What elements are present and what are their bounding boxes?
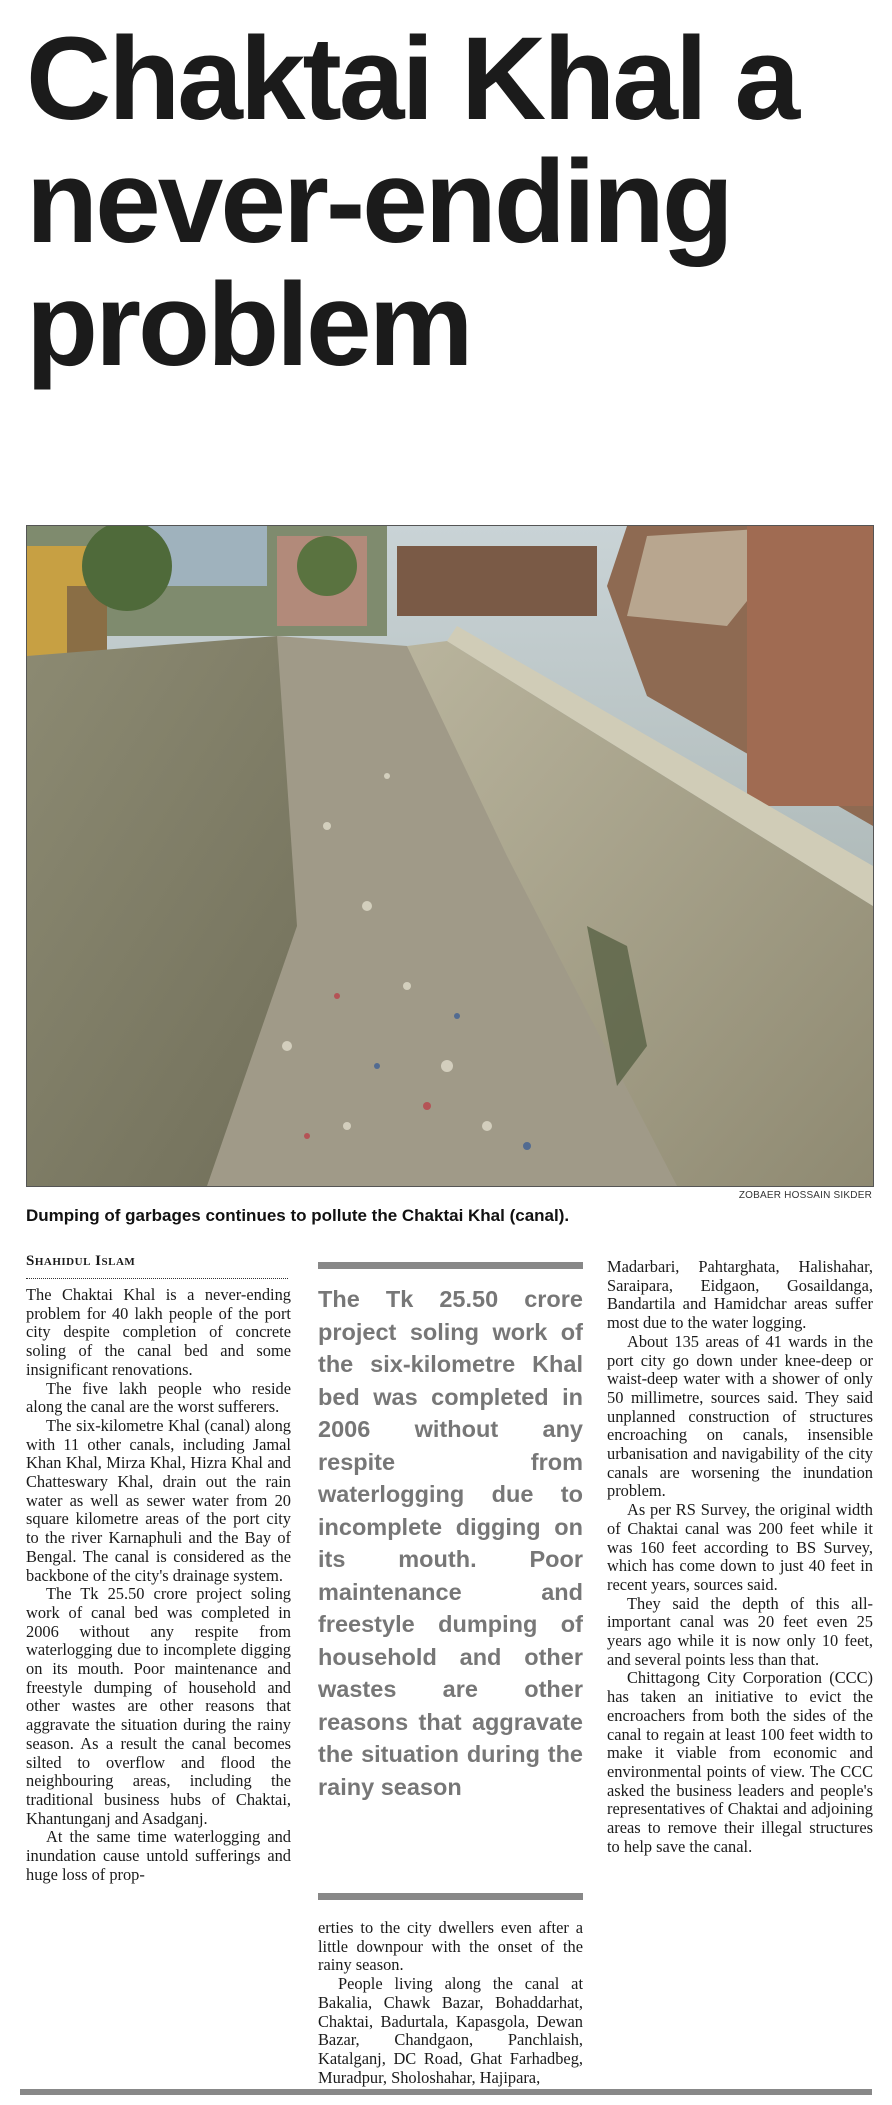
pull-quote-top-rule: [318, 1262, 583, 1269]
byline: Shahidul Islam: [26, 1253, 136, 1269]
article-column-2: [318, 1919, 583, 2087]
article-paragraph: erties to the city dwellers even after a little downpour with the onset of the rainy season.: [318, 1918, 583, 1975]
photo-credit: ZOBAER HOSSAIN SIKDER: [738, 1190, 872, 1201]
page-bottom-rule: [20, 2089, 872, 2095]
pull-quote: The Tk 25.50 crore project soling work of the six-kilometre Khal bed was completed in 2006 without any respite from waterlogging due to incomplete digging on its mouth. Poor maintenance and freestyle dumping of household and other wastes are other reasons that aggravate the situation during the rainy season: [318, 1286, 583, 1800]
headline: Chaktai Khal a never-ending problem: [26, 13, 798, 391]
article-paragraph: At the same time waterlogging and inundation cause untold sufferings and huge loss of prop-: [26, 1827, 291, 1884]
article-column-3: [607, 1258, 873, 1857]
article-paragraph: The Tk 25.50 crore project soling work of canal bed was completed in 2006 without any respite from waterlogging due to incomplete digging on its mouth. Poor maintenance and freestyle dumping of household and other wastes are other reasons that aggravate the situation during the rainy season. As a result the canal becomes silted to overflow and flood the neighbouring areas, including the traditional business hubs of Chaktai, Khantunganj and Asadganj.: [26, 1584, 291, 1828]
article-paragraph: About 135 areas of 41 wards in the port city go down under knee-deep or waist-deep water with a shower of only 50 millimetre, sources said. They said unplanned construction of structures encroaching on canals, insensible urbanisation and navigability of the city canals are worsening the inundation problem.: [607, 1331, 873, 1501]
article-paragraph: As per RS Survey, the original width of Chaktai canal was 200 feet while it was 160 feet according to BS Survey, which has come down to just 40 feet in recent years, sources said.: [607, 1500, 873, 1594]
pull-quote-bottom-rule: [318, 1893, 583, 1900]
article-paragraph: The Chaktai Khal is a never-ending problem for 40 lakh people of the port city despite completion of concrete soling of the canal bed and some insignificant renovations.: [26, 1285, 291, 1379]
canal-photo-image: [27, 526, 873, 1186]
photo-caption: Dumping of garbages continues to pollute the Chaktai Khal (canal).: [26, 1206, 570, 1225]
article-paragraph: The six-kilometre Khal (canal) along with 11 other canals, including Jamal Khan Khal, Mirza Khal, Hizra Khal and Chatteswary Khal, drain out the rain water as well as sewer water from 20 square kilometre areas of the port city to the river Karnaphuli and the Bay of Bengal. The canal is considered as the backbone of the city's drainage system.: [26, 1415, 291, 1585]
byline-divider: [26, 1278, 288, 1279]
article-paragraph: People living along the canal at Bakalia, Chawk Bazar, Bohaddarhat, Chaktai, Badurtala, Kapasgola, Dewan Bazar, Chandgaon, Panchlaish, Katalganj, DC Road, Ghat Farhadbeg, Muradpur, Sholoshahar, Hajipara,: [318, 1974, 583, 2087]
article-paragraph: The five lakh people who reside along the canal are the worst sufferers.: [26, 1378, 291, 1417]
article-column-1: [26, 1286, 291, 1885]
canal-photo: [26, 525, 874, 1187]
article-paragraph: Chittagong City Corporation (CCC) has taken an initiative to evict the encroachers from both the sides of the canal to regain at least 100 feet width to make it viable from economic and environmental points of view. The CCC asked the business leaders and people's representatives of Chaktai and adjoining areas to remove their illegal structures to help save the canal.: [607, 1668, 873, 1856]
article-paragraph: They said the depth of this all-important canal was 20 feet even 25 years ago while it is now only 10 feet, and several points less than that.: [607, 1593, 873, 1669]
article-paragraph: Madarbari, Pahtarghata, Halishahar, Saraipara, Eidgaon, Gosaildanga, Bandartila and Hamidchar areas suffer most due to the water logging.: [607, 1257, 873, 1333]
